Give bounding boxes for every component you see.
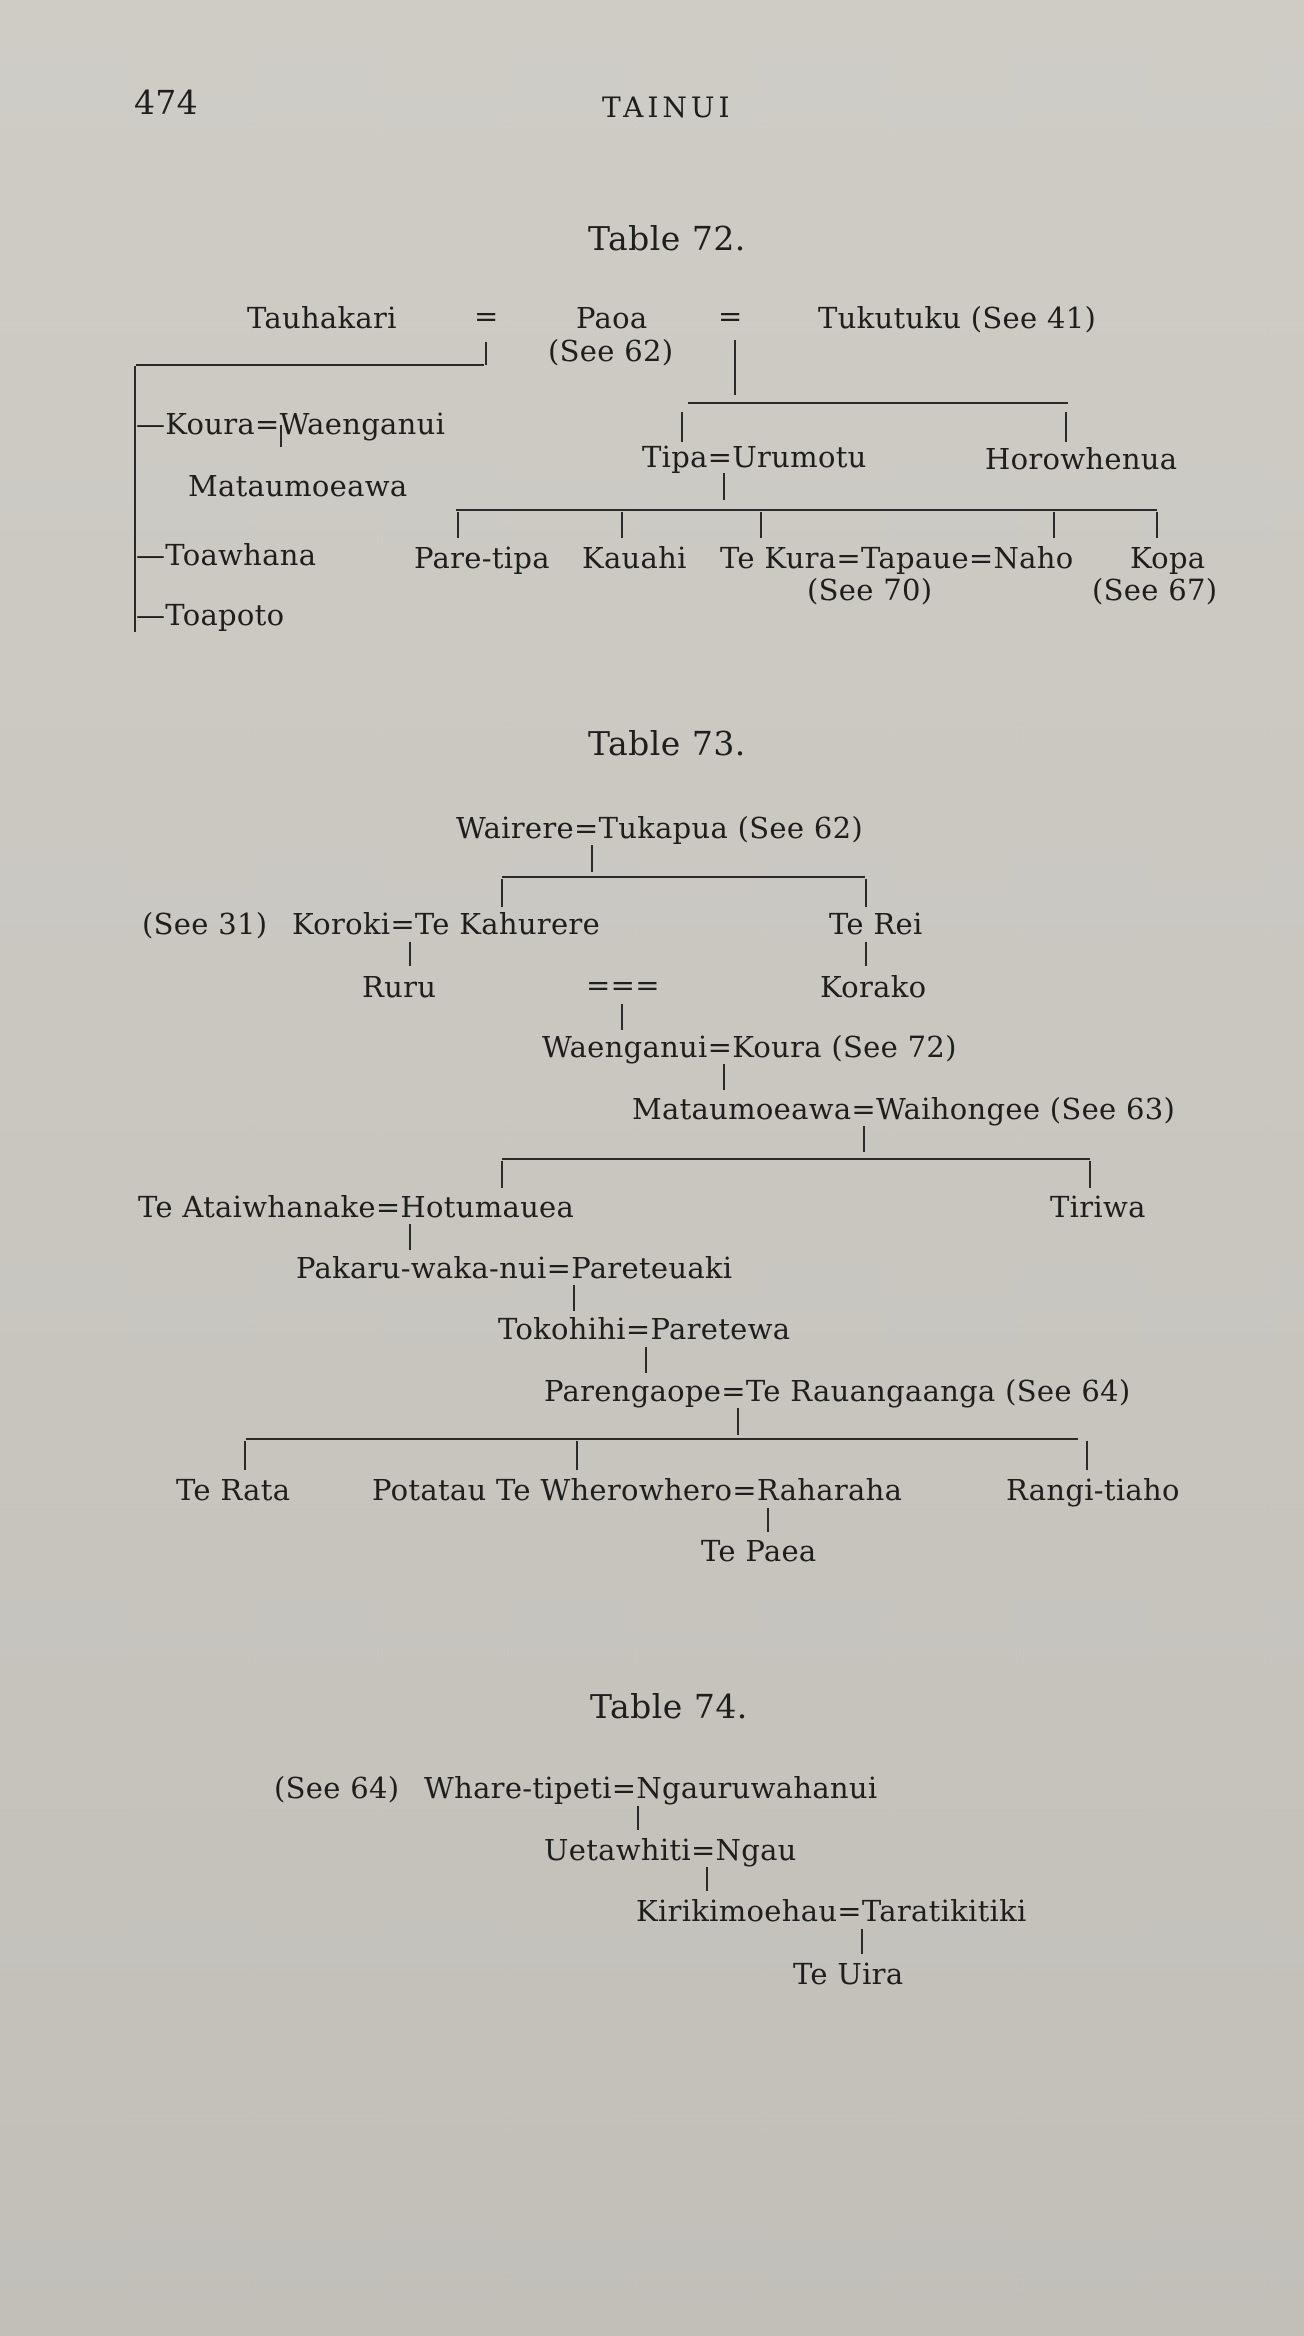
page-number: 474 — [134, 83, 198, 122]
t73-koroki: Koroki=Te Kahurere — [292, 907, 601, 941]
t73-korako: Korako — [820, 970, 927, 1004]
t72-te-kura: Te Kura=Tapaue=Naho — [720, 541, 1074, 575]
t72-pare-tipa: Pare-tipa — [414, 541, 550, 575]
table-72-title: Table 72. — [588, 219, 746, 258]
t74-te-uira: Te Uira — [793, 1957, 904, 1991]
t72-kauahi: Kauahi — [582, 541, 687, 575]
t73-see31: (See 31) — [142, 907, 268, 941]
t72-koura: —Koura=Waenganui — [136, 407, 446, 441]
t73-wairere: Wairere=Tukapua (See 62) — [456, 811, 863, 845]
t74-whare-tipeti: Whare-tipeti=Ngauruwahanui — [424, 1771, 878, 1805]
t72-tauhakari: Tauhakari — [247, 301, 397, 335]
t72-toapoto: —Toapoto — [136, 598, 285, 632]
t72-paoa-ref: (See 62) — [548, 334, 674, 368]
table-74-title: Table 74. — [590, 1687, 748, 1726]
t73-tiriwa: Tiriwa — [1050, 1190, 1146, 1224]
t72-tipa: Tipa=Urumotu — [642, 440, 867, 474]
t73-triple-eq: === — [586, 968, 660, 1002]
t74-see64: (See 64) — [274, 1771, 400, 1805]
t74-kirikimoehau: Kirikimoehau=Taratikitiki — [636, 1894, 1027, 1928]
t72-mataumoeawa: Mataumoeawa — [188, 469, 408, 503]
t72-marriage-sign-2: = — [718, 299, 743, 333]
t73-te-paea: Te Paea — [701, 1534, 817, 1568]
t73-te-rei: Te Rei — [829, 907, 923, 941]
t73-parengaope: Parengaope=Te Rauangaanga (See 64) — [544, 1374, 1131, 1408]
t73-waenganui: Waenganui=Koura (See 72) — [542, 1030, 957, 1064]
t73-ruru: Ruru — [362, 970, 437, 1004]
t73-te-ataiwhanake: Te Ataiwhanake=Hotumauea — [138, 1190, 575, 1224]
t74-uetawhiti: Uetawhiti=Ngau — [544, 1833, 797, 1867]
table-73-title: Table 73. — [588, 724, 746, 763]
t72-kopa: Kopa — [1130, 541, 1206, 575]
t73-mataumoeawa: Mataumoeawa=Waihongee (See 63) — [632, 1092, 1176, 1126]
t73-potatau: Potatau Te Wherowhero=Raharaha — [372, 1473, 903, 1507]
t72-toawhana: —Toawhana — [136, 538, 317, 572]
t73-tokohihi: Tokohihi=Paretewa — [498, 1312, 791, 1346]
t72-marriage-sign-1: = — [474, 299, 499, 333]
t72-horowhenua: Horowhenua — [985, 442, 1178, 476]
t73-rangi-tiaho: Rangi-tiaho — [1006, 1473, 1180, 1507]
t72-see70: (See 70) — [807, 573, 933, 607]
t72-paoa: Paoa — [576, 301, 648, 335]
t72-see67: (See 67) — [1092, 573, 1218, 607]
running-title: TAINUI — [602, 91, 734, 124]
t72-tukutuku: Tukutuku (See 41) — [818, 301, 1097, 335]
t73-pakaru: Pakaru-waka-nui=Pareteuaki — [296, 1251, 733, 1285]
t73-te-rata: Te Rata — [176, 1473, 291, 1507]
